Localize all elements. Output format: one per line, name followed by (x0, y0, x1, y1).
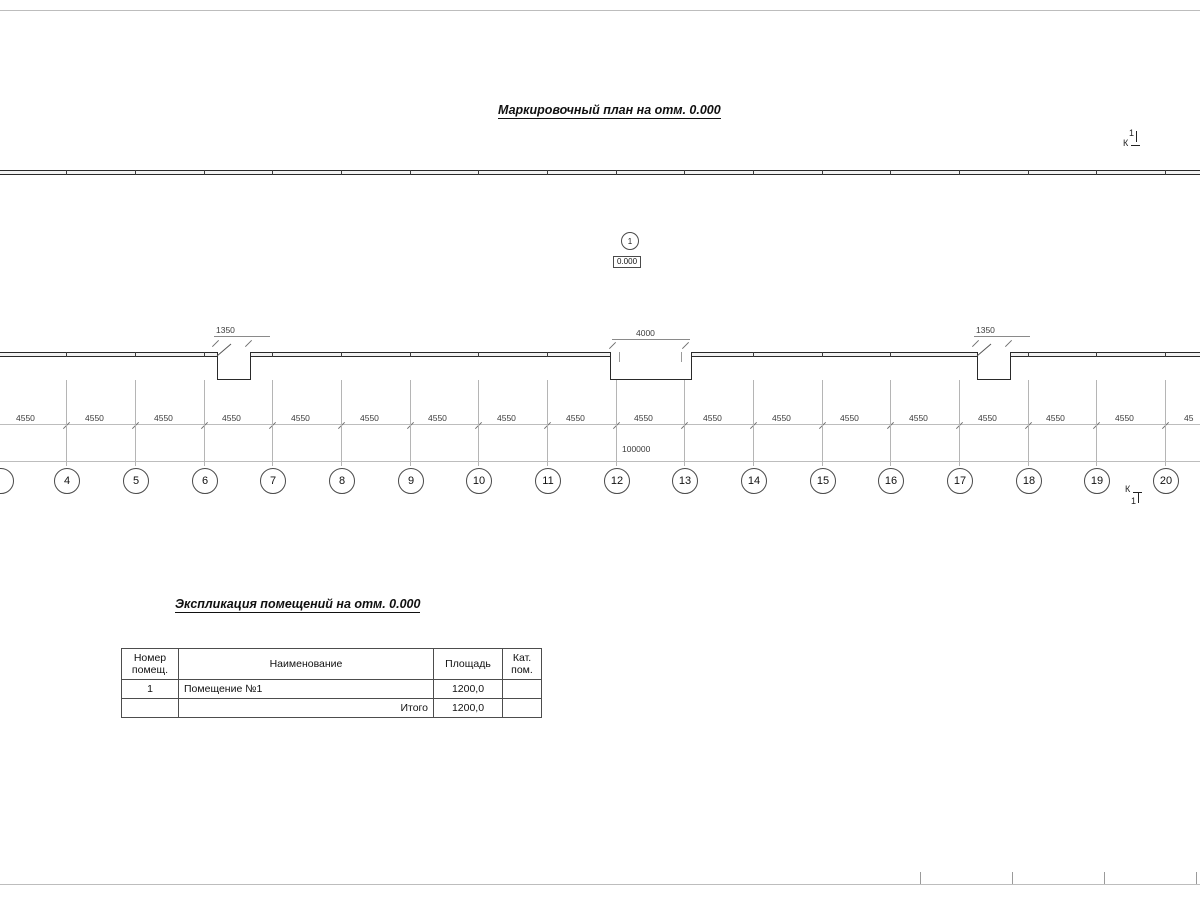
axis-stem (959, 380, 960, 466)
wall-tick (1096, 352, 1097, 357)
explication-table (121, 648, 542, 718)
bay-dimension-label: 4550 (1115, 413, 1134, 423)
room-number-marker: 1 (621, 232, 639, 250)
cell-area: 1200,0 (434, 680, 503, 699)
sheet-ruler-tick (1012, 872, 1013, 884)
wall-tick (547, 352, 548, 357)
wall-tick (753, 170, 754, 175)
bay-dimension-label: 4550 (840, 413, 859, 423)
header-number (122, 649, 179, 680)
section-mark-bottom-letter: К (1125, 484, 1131, 494)
bay-dimension-label: 4550 (1046, 413, 1065, 423)
axis-circle-20: 20 (1153, 468, 1179, 494)
axis-stem (410, 380, 411, 466)
total-label: Итого (179, 699, 434, 718)
overall-dimension-line (0, 461, 1200, 462)
sheet-ruler-tick (920, 872, 921, 884)
gate-opening-center (610, 352, 692, 380)
wall-tick (272, 170, 273, 175)
cell-name: Помещение №1 (179, 680, 434, 699)
bay-dimension-label: 4550 (16, 413, 35, 423)
plan-title: Маркировочный план на отм. 0.000 (498, 103, 721, 117)
wall-tick (890, 352, 891, 357)
header-name: Наименование (179, 649, 434, 680)
header-number-line2: помещ. (131, 664, 169, 677)
axis-circle-7: 7 (260, 468, 286, 494)
wall-tick (753, 352, 754, 357)
wall-tick (478, 170, 479, 175)
table-header-row (122, 649, 542, 680)
header-category (503, 649, 542, 680)
cell-category-empty (503, 699, 542, 718)
axis-circle-17: 17 (947, 468, 973, 494)
wall-tick (890, 170, 891, 175)
opening-dimension-label: 4000 (636, 328, 655, 338)
axis-stem (616, 380, 617, 466)
axis-stem (272, 380, 273, 466)
section-arm-vertical-bottom (1138, 492, 1139, 503)
axis-circle-15: 15 (810, 468, 836, 494)
bay-dimension-label: 4550 (222, 413, 241, 423)
header-category-line1: Кат. (512, 652, 532, 664)
axis-circle-14: 14 (741, 468, 767, 494)
elevation-marker: 0.000 (613, 256, 641, 268)
bay-dimension-label: 4550 (909, 413, 928, 423)
wall-tick (410, 352, 411, 357)
axis-circle-10: 10 (466, 468, 492, 494)
sheet-bottom-border (0, 884, 1200, 885)
wall-tick (1165, 170, 1166, 175)
door-swing-left-icon (217, 344, 257, 358)
wall-tick (684, 170, 685, 175)
axis-circle-9: 9 (398, 468, 424, 494)
wall-tick (135, 170, 136, 175)
axis-stem (547, 380, 548, 466)
bay-dimension-label: 4550 (566, 413, 585, 423)
upper-wall-inner-line (0, 174, 1200, 175)
bay-dimension-label: 4550 (291, 413, 310, 423)
wall-tick (1165, 352, 1166, 357)
axis-circle-6: 6 (192, 468, 218, 494)
section-arm-vertical-top (1136, 131, 1137, 142)
dimension-chain-line (0, 424, 1200, 425)
table-row (122, 680, 542, 699)
section-mark-top-label: 1 (1129, 128, 1135, 138)
axis-stem (1165, 380, 1166, 466)
table-total-row (122, 699, 542, 718)
section-mark-top-letter: К (1123, 138, 1129, 148)
wall-tick (66, 170, 67, 175)
total-area: 1200,0 (434, 699, 503, 718)
wall-tick (341, 352, 342, 357)
bay-dimension-label: 4550 (154, 413, 173, 423)
dimension-leader (612, 339, 690, 340)
axis-circle-11: 11 (535, 468, 561, 494)
axis-circle-4: 4 (54, 468, 80, 494)
wall-tick (822, 170, 823, 175)
lower-wall (0, 352, 1200, 357)
section-arm-horizontal-bottom (1133, 492, 1142, 493)
axis-stem (753, 380, 754, 466)
axis-circle-partial (0, 468, 14, 494)
axis-circle-19: 19 (1084, 468, 1110, 494)
bay-dimension-label: 4550 (497, 413, 516, 423)
axis-circle-12: 12 (604, 468, 630, 494)
axis-stem (66, 380, 67, 466)
wall-tick (135, 352, 136, 357)
axis-stem (341, 380, 342, 466)
dimension-slash (682, 342, 689, 349)
bay-dimension-label: 4550 (703, 413, 722, 423)
wall-tick (1028, 352, 1029, 357)
axis-circle-13: 13 (672, 468, 698, 494)
header-number-line1: Номер (133, 652, 167, 664)
bay-dimension-label: 4550 (772, 413, 791, 423)
header-area: Площадь (434, 649, 503, 680)
bay-dimension-label: 4550 (634, 413, 653, 423)
gate-jamb-left (619, 352, 620, 362)
bay-dimension-label: 4550 (85, 413, 104, 423)
wall-tick (272, 352, 273, 357)
wall-tick (547, 170, 548, 175)
bay-dimension-label: 45 (1184, 413, 1194, 423)
axis-stem (1028, 380, 1029, 466)
sheet-top-border (0, 10, 1200, 11)
wall-tick (478, 352, 479, 357)
sheet-ruler-tick (1196, 872, 1197, 884)
dimension-leader (974, 336, 1030, 337)
door-swing-right-icon (977, 344, 1017, 358)
wall-tick (1096, 170, 1097, 175)
wall-tick (204, 352, 205, 357)
cell-category (503, 680, 542, 699)
axis-stem (204, 380, 205, 466)
wall-tick (66, 352, 67, 357)
gate-jamb-right (681, 352, 682, 362)
opening-dimension-label: 1350 (216, 325, 235, 335)
axis-stem (684, 380, 685, 466)
axis-stem (478, 380, 479, 466)
bay-dimension-label: 4550 (360, 413, 379, 423)
upper-wall (0, 170, 1200, 175)
wall-tick (410, 170, 411, 175)
wall-tick (822, 352, 823, 357)
axis-stem (135, 380, 136, 466)
section-arm-horizontal-top (1131, 145, 1140, 146)
sheet-ruler-tick (1104, 872, 1105, 884)
explication-title: Экспликация помещений на отм. 0.000 (175, 597, 421, 611)
dimension-slash (609, 342, 616, 349)
cell-number-empty (122, 699, 179, 718)
lower-wall-inner-line (0, 356, 1200, 357)
axis-circle-16: 16 (878, 468, 904, 494)
axis-circle-5: 5 (123, 468, 149, 494)
wall-tick (204, 170, 205, 175)
wall-tick (616, 170, 617, 175)
bay-dimension-label: 4550 (428, 413, 447, 423)
section-mark-bottom-label: 1 (1131, 496, 1137, 506)
opening-dimension-label: 1350 (976, 325, 995, 335)
axis-circle-18: 18 (1016, 468, 1042, 494)
axis-stem (1096, 380, 1097, 466)
wall-tick (1028, 170, 1029, 175)
bay-dimension-label: 4550 (978, 413, 997, 423)
wall-tick (341, 170, 342, 175)
axis-circle-8: 8 (329, 468, 355, 494)
wall-tick (959, 170, 960, 175)
cell-number: 1 (122, 680, 179, 699)
axis-stem (890, 380, 891, 466)
axis-stem (822, 380, 823, 466)
header-category-line2: пом. (511, 664, 533, 677)
dimension-leader (214, 336, 270, 337)
overall-dimension-label: 100000 (622, 444, 651, 454)
